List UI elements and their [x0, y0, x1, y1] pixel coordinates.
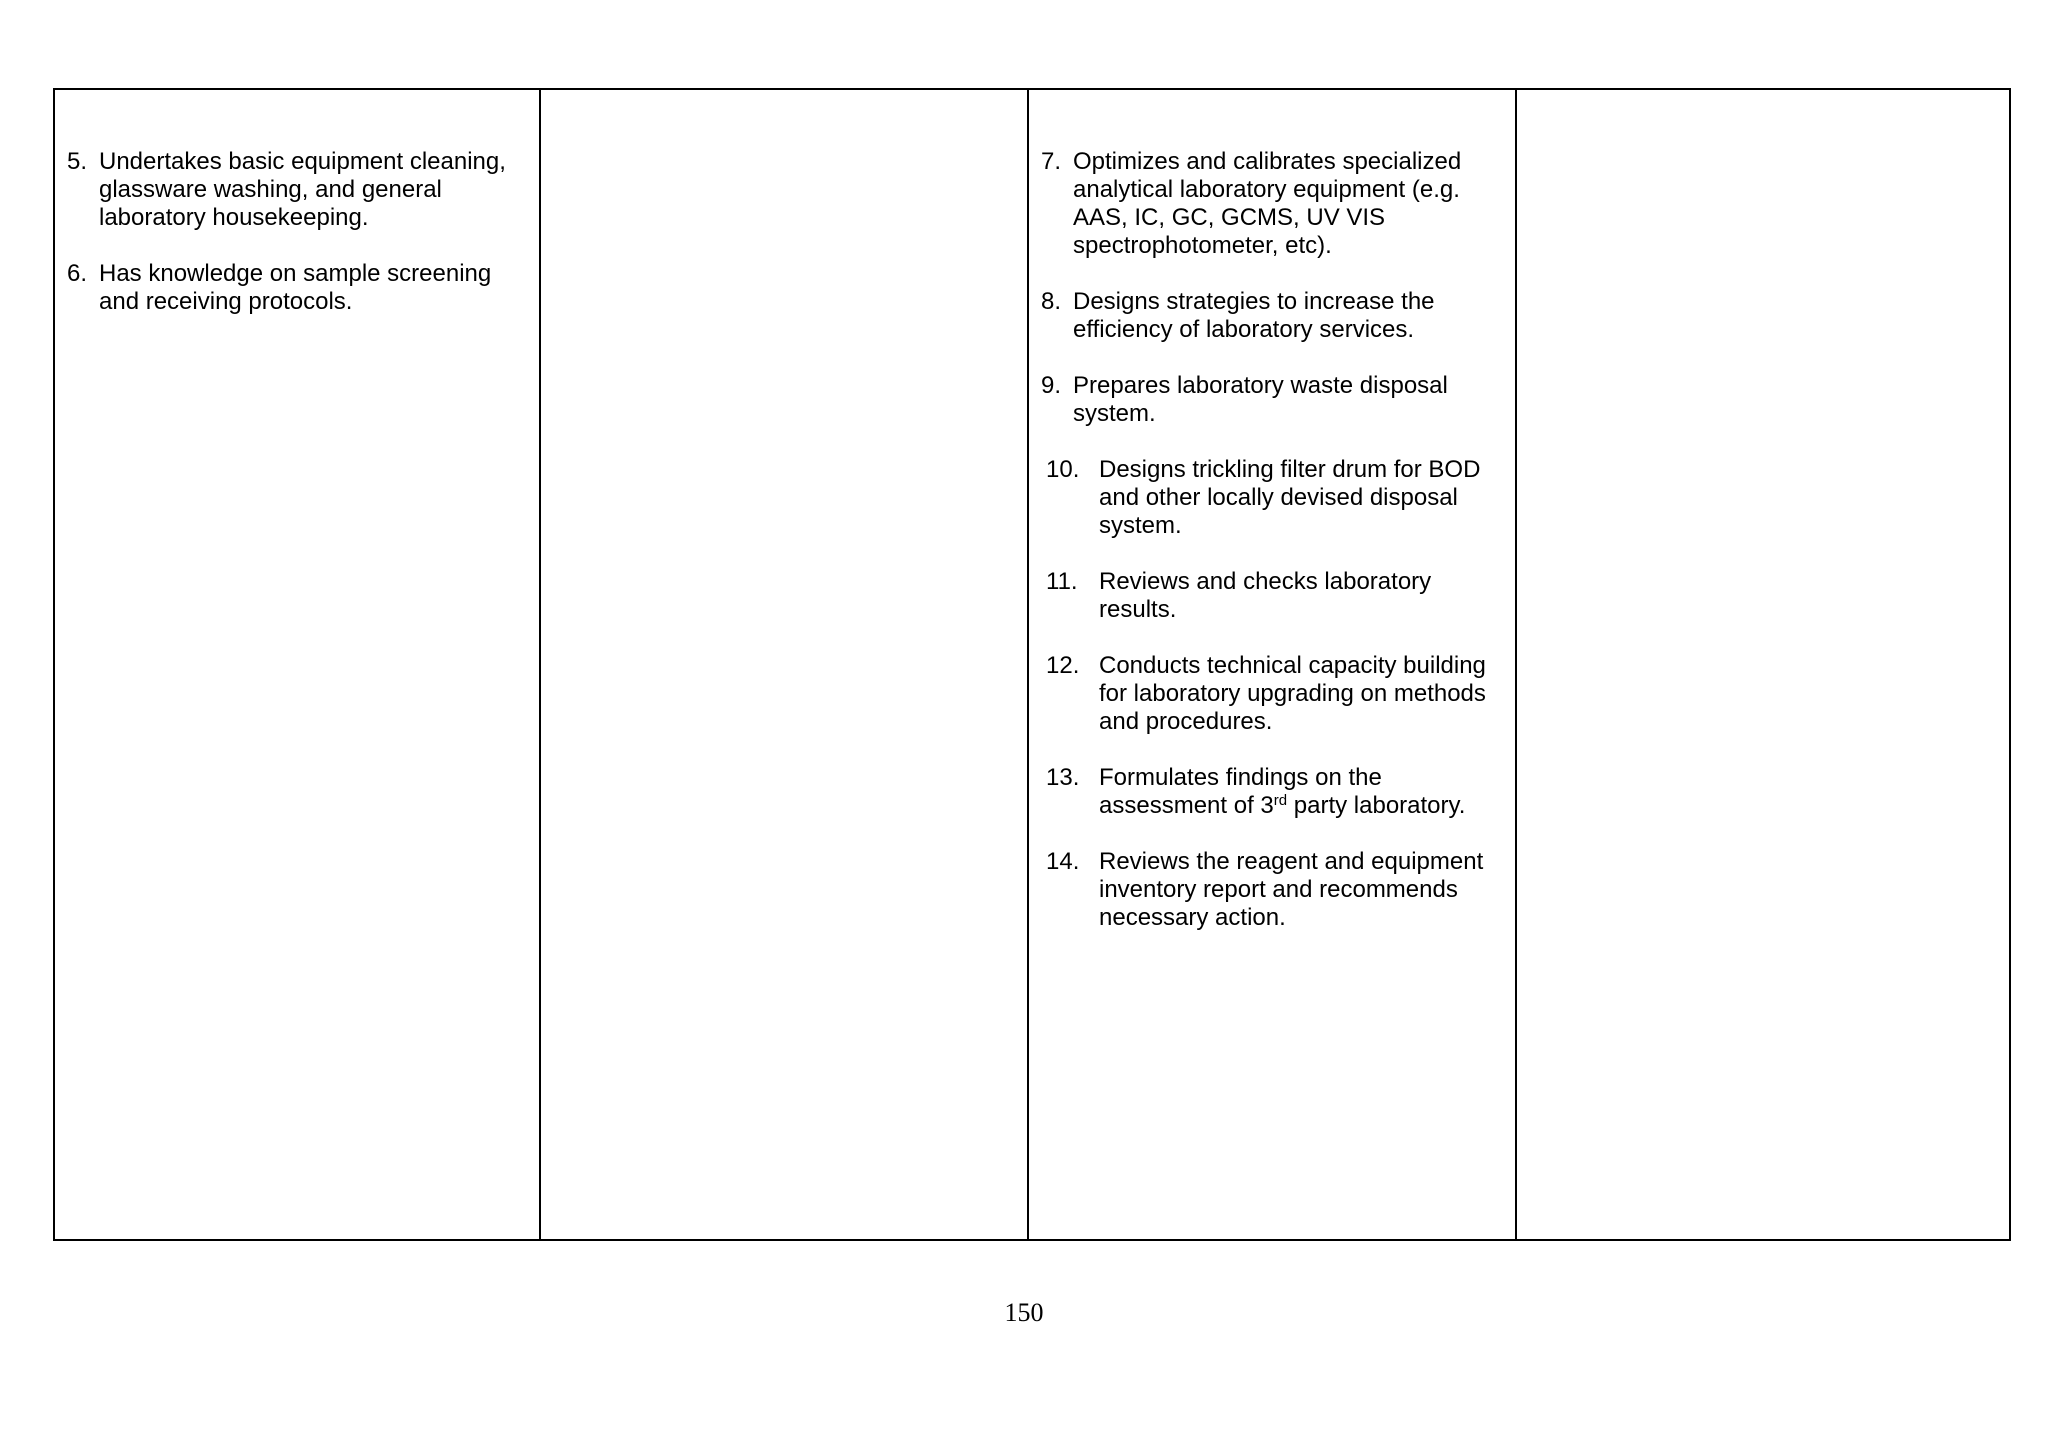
item-text-before: Formulates findings on the assessment of 3 [1099, 764, 1382, 819]
table-cell-column-4 [1516, 89, 2010, 1240]
item-number: 12. [1046, 652, 1080, 679]
table-cell-column-2 [540, 89, 1028, 1240]
table-row [54, 89, 2010, 1240]
item-number: 6. [67, 260, 88, 287]
item-number: 10. [1046, 456, 1080, 483]
item-text: Has knowledge on sample screening and receiving protocols. [99, 260, 492, 315]
item-text: Reviews the reagent and equipment inventory report and recommends necessary action. [1099, 848, 1484, 931]
item-text: Conducts technical capacity building for laboratory upgrading on methods and procedures. [1099, 652, 1486, 735]
item-text: Undertakes basic equipment cleaning, glassware washing, and general laboratory housekeeping. [99, 148, 506, 231]
item-text [1099, 764, 1493, 820]
item-number: 7. [1041, 148, 1062, 175]
list-item [1041, 456, 1493, 540]
item-text: Designs trickling filter drum for BOD and other locally devised disposal system. [1099, 456, 1481, 539]
competency-list [1029, 90, 1515, 932]
competency-table [53, 88, 2011, 1241]
list-item [1041, 848, 1493, 932]
item-text-after: party laboratory. [1287, 792, 1466, 819]
list-item [1041, 372, 1493, 428]
table-cell-column-1 [54, 89, 540, 1240]
list-item [1041, 288, 1493, 344]
item-number: 5. [67, 148, 88, 175]
competency-list [55, 90, 539, 316]
item-number: 11. [1046, 568, 1078, 595]
list-item [1041, 764, 1493, 820]
table-cell-column-3 [1028, 89, 1516, 1240]
item-text: Designs strategies to increase the efficiency of laboratory services. [1073, 288, 1435, 343]
list-item [1041, 148, 1493, 260]
item-text: Reviews and checks laboratory results. [1099, 568, 1432, 623]
list-item [1041, 652, 1493, 736]
item-text: Prepares laboratory waste disposal system. [1073, 372, 1448, 427]
item-number: 9. [1041, 372, 1062, 399]
ordinal-superscript: rd [1273, 792, 1288, 809]
item-number: 14. [1046, 848, 1080, 875]
page-number: 150 [1004, 1298, 1044, 1327]
item-text: Optimizes and calibrates specialized analytical laboratory equipment (e.g. AAS, IC, GC, GCMS, UV VIS spectrophotometer, etc). [1073, 148, 1462, 259]
list-item [67, 148, 517, 232]
list-item [1041, 568, 1493, 624]
item-number: 13. [1046, 764, 1080, 791]
list-item [67, 260, 517, 316]
item-number: 8. [1041, 288, 1062, 315]
